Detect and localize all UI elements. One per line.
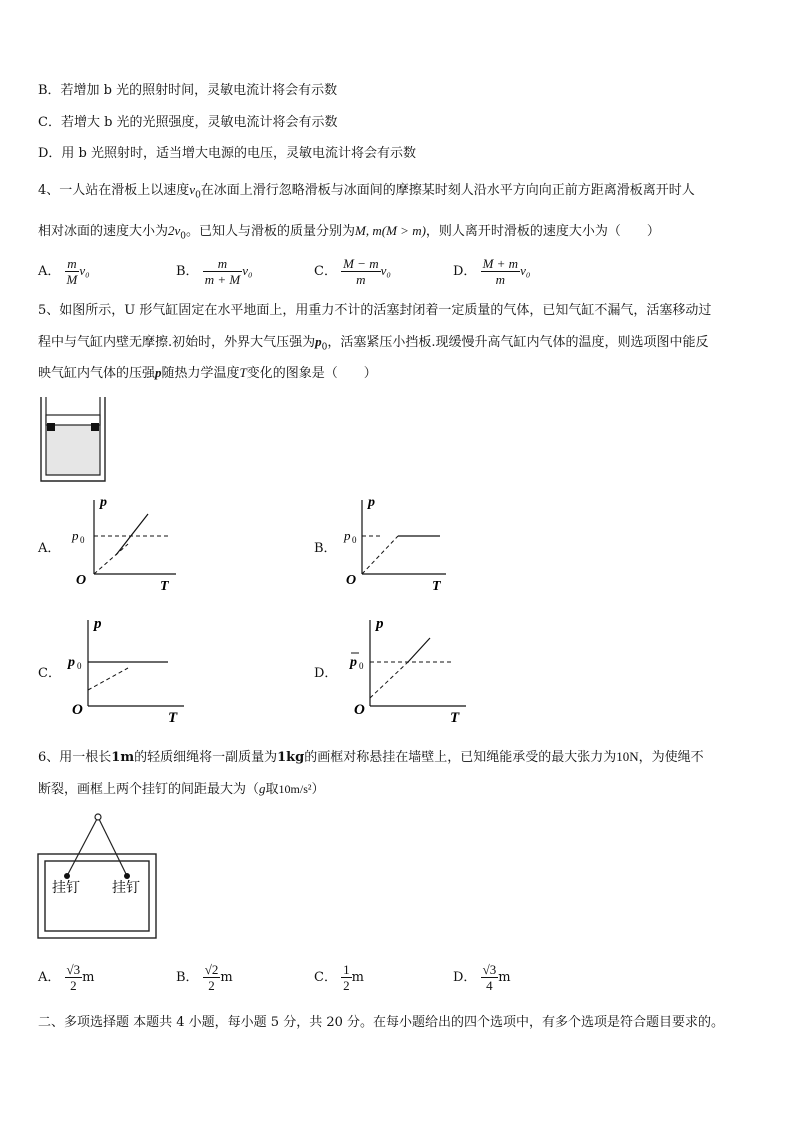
axis-t: T bbox=[432, 579, 441, 592]
q3-option-c: C．若增大 b 光的光照强度，灵敏电流计将会有示数 bbox=[38, 115, 338, 130]
q5-stem-line3: 映气缸内气体的压强p随热力学温度T变化的图象是（ ） bbox=[38, 365, 377, 381]
q5-graph-d bbox=[348, 610, 478, 722]
axis-p0: p bbox=[72, 528, 79, 543]
q3-option-b: B．若增加 b 光的照射时间，灵敏电流计将会有示数 bbox=[38, 83, 338, 98]
axis-origin: O bbox=[346, 573, 357, 588]
axis-p0: p bbox=[344, 528, 351, 543]
q5-graph-b bbox=[342, 492, 462, 592]
q5-graph-d-label: D． bbox=[314, 666, 338, 681]
axis-p: p bbox=[94, 616, 102, 632]
axis-origin: O bbox=[72, 702, 83, 718]
q5-graph-b-label: B． bbox=[314, 541, 337, 556]
axis-p0-sub: 0 bbox=[77, 661, 82, 671]
q5-graph-a-label: A． bbox=[38, 541, 61, 556]
axis-p0-sub: 0 bbox=[359, 661, 364, 671]
q4-stem-line2: 相对冰面的速度大小为$2v_0$。已知人与滑板的质量分别为M, m(M > m)，则人离开时滑板的速度大小为（ ） bbox=[38, 223, 660, 242]
q6-stem-line1: 6、用一根长1m的轻质细绳将一副质量为1kg的画框对称悬挂在墙壁上，已知绳能承受的最大张力为10N，为使绳不 bbox=[38, 749, 704, 765]
q4-option-d: D． $\frac{M + m}{m}$ v₀ bbox=[453, 256, 531, 287]
q6-option-b: B． $\frac{√2}{2}$ m bbox=[176, 962, 233, 993]
q6-option-d: D． $\frac{√3}{4}$ m bbox=[453, 962, 511, 993]
axis-origin: O bbox=[76, 573, 87, 588]
axis-p0: p bbox=[350, 655, 357, 670]
axis-origin: O bbox=[354, 702, 365, 718]
axis-t: T bbox=[168, 710, 178, 722]
q5-graph-a bbox=[68, 492, 188, 592]
q5-stem-line2: 程中与气缸内壁无摩擦.初始时，外界大气压强为$p_0$，活塞紧压小挡板.现缓慢升高气缸内气体的温度，则选项图中能反 bbox=[38, 334, 709, 353]
axis-t: T bbox=[450, 710, 460, 722]
q5-graph-c bbox=[66, 610, 196, 722]
section-2-heading: 二、多项选择题 本题共 4 小题，每小题 5 分，共 20 分。在每小题给出的四个选项中，有多个选项是符合题目要求的。 bbox=[38, 1015, 725, 1030]
axis-p: p bbox=[368, 495, 375, 510]
q6-option-c: C． $\frac{1}{2}$ m bbox=[314, 962, 364, 993]
picture-frame-diagram bbox=[36, 810, 160, 942]
axis-p: p bbox=[100, 495, 107, 510]
axis-p: p bbox=[376, 616, 384, 632]
q6-option-a: A． $\frac{√3}{2}$ m bbox=[38, 962, 95, 993]
q4-option-c: C． $\frac{M - m}{m}$ v₀ bbox=[314, 256, 391, 287]
q6-stem-line2: 断裂，画框上两个挂钉的间距最大为（g取10m/s²） bbox=[38, 781, 325, 797]
q3-option-d: D．用 b 光照射时，适当增大电源的电压，灵敏电流计将会有示数 bbox=[38, 146, 417, 161]
axis-t: T bbox=[160, 579, 169, 592]
axis-p0-sub: 0 bbox=[80, 535, 85, 545]
q4-option-a: A． $\frac{m}{M}$ v₀ bbox=[38, 256, 90, 287]
nail-label-right: 挂钉 bbox=[112, 881, 140, 896]
q5-graph-c-label: C． bbox=[38, 666, 61, 681]
q4-stem-line1: 4、一人站在滑板上以速度$v_0$在冰面上滑行忽略滑板与冰面间的摩擦某时刻人沿水平方向向正前方距离滑板离开时人 bbox=[38, 182, 695, 201]
nail-label-left: 挂钉 bbox=[52, 881, 80, 896]
axis-p0-sub: 0 bbox=[352, 535, 357, 545]
q4-option-b: B． $\frac{m}{m + M}$ v₀ bbox=[176, 256, 253, 287]
cylinder-diagram bbox=[38, 395, 110, 485]
q5-stem-line1: 5、如图所示，U 形气缸固定在水平地面上，用重力不计的活塞封闭着一定质量的气体，已知气缸不漏气，活塞移动过 bbox=[38, 303, 712, 318]
axis-p0: p bbox=[68, 655, 75, 670]
